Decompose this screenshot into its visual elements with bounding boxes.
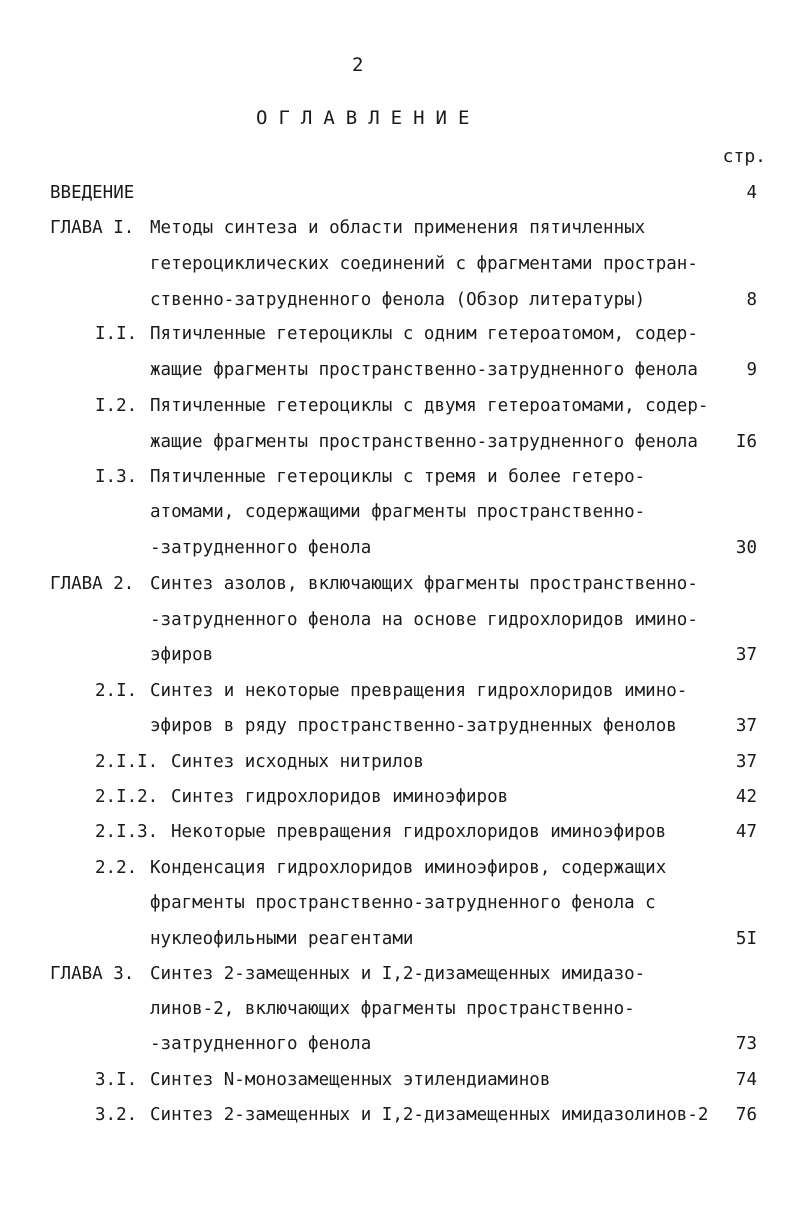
toc-entry-text-line: жащие фрагменты пространственно-затрудненного фенола bbox=[150, 360, 698, 380]
toc-entry-page: 37 bbox=[735, 645, 757, 665]
toc-entry-text-line: Методы синтеза и области применения пятичленных bbox=[150, 218, 646, 238]
toc-entry-text-line: Конденсация гидрохлоридов иминоэфиров, содержащих bbox=[150, 858, 667, 878]
toc-entry-text-line: фрагменты пространственно-затрудненного фенола с bbox=[150, 893, 656, 913]
toc-entry-page: 4 bbox=[746, 183, 757, 203]
toc-entry-number: 2.I. bbox=[95, 681, 138, 701]
toc-entry-text-line: нуклеофильными реагентами bbox=[150, 929, 414, 949]
toc-entry-number: 2.I.I. bbox=[95, 752, 159, 772]
toc-entry-text-line: атомами, содержащими фрагменты пространственно- bbox=[150, 502, 646, 522]
page-column-header: стр. bbox=[722, 146, 766, 167]
toc-entry-text-line: ственно-затрудненного фенола (Обзор литературы) bbox=[150, 290, 646, 310]
toc-entry-page: 74 bbox=[735, 1070, 757, 1090]
toc-entry-page: 47 bbox=[735, 822, 757, 842]
toc-entry-text-line: Синтез и некоторые превращения гидрохлоридов имино- bbox=[150, 681, 688, 701]
page-title: ОГЛАВЛЕНИЕ bbox=[256, 107, 481, 129]
toc-entry-text-line: гетероциклических соединений с фрагментами простран- bbox=[150, 254, 698, 274]
toc-entry-text-line: -затрудненного фенола bbox=[150, 538, 372, 558]
toc-entry-number: 3.I. bbox=[95, 1070, 138, 1090]
toc-entry-text-line: Пятичленные гетероциклы с двумя гетероатомами, содер- bbox=[150, 396, 709, 416]
toc-entry-page: 42 bbox=[735, 787, 757, 807]
toc-entry-number: ГЛАВА I. bbox=[50, 218, 135, 238]
toc-entry-text-line: Синтез 2-замещенных и I,2-дизамещенных имидазолинов-2 bbox=[150, 1105, 709, 1125]
toc-entry-text-line: -затрудненного фенола bbox=[150, 1034, 372, 1054]
toc-entry-page: 76 bbox=[735, 1105, 757, 1125]
toc-entry-page: 30 bbox=[735, 538, 757, 558]
toc-entry-text-line: эфиров в ряду пространственно-затрудненных фенолов bbox=[150, 716, 677, 736]
toc-entry-number: ГЛАВА 3. bbox=[50, 964, 135, 984]
toc-entry-page: 37 bbox=[735, 716, 757, 736]
toc-entry-page: 8 bbox=[746, 290, 757, 310]
toc-entry-text-line: -затрудненного фенола на основе гидрохлоридов имино- bbox=[150, 610, 698, 630]
toc-entry-text-line: жащие фрагменты пространственно-затрудненного фенола bbox=[150, 432, 698, 452]
toc-entry-number: I.I. bbox=[95, 324, 138, 344]
toc-entry-text-line: Некоторые превращения гидрохлоридов иминоэфиров bbox=[171, 822, 667, 842]
toc-entry-number: 3.2. bbox=[95, 1105, 138, 1125]
toc-entry-page: 9 bbox=[746, 360, 757, 380]
toc-entry-text-line: Пятичленные гетероциклы с тремя и более гетеро- bbox=[150, 467, 646, 487]
toc-entry-number: ГЛАВА 2. bbox=[50, 574, 135, 594]
toc-entry-text-line: Синтез исходных нитрилов bbox=[171, 752, 424, 772]
toc-entry-number: I.2. bbox=[95, 396, 138, 416]
toc-entry-number: 2.I.2. bbox=[95, 787, 159, 807]
toc-entry-text-line: Синтез гидрохлоридов иминоэфиров bbox=[171, 787, 509, 807]
toc-entry-number: 2.I.3. bbox=[95, 822, 159, 842]
toc-entry-text-line: ВВЕДЕНИЕ bbox=[50, 183, 135, 203]
toc-entry-text-line: Синтез N-монозамещенных этилендиаминов bbox=[150, 1070, 551, 1090]
toc-entry-page: I6 bbox=[735, 432, 757, 452]
toc-entry-text-line: эфиров bbox=[150, 645, 214, 665]
toc-entry-page: 5I bbox=[735, 929, 757, 949]
toc-entry-text-line: Пятичленные гетероциклы с одним гетероатомом, содер- bbox=[150, 324, 698, 344]
toc-entry-text-line: линов-2, включающих фрагменты пространственно- bbox=[150, 999, 635, 1019]
page-number: 2 bbox=[352, 54, 364, 76]
toc-entry-text-line: Синтез азолов, включающих фрагменты пространственно- bbox=[150, 574, 698, 594]
toc-entry-text-line: Синтез 2-замещенных и I,2-дизамещенных имидазо- bbox=[150, 964, 646, 984]
toc-entry-number: I.3. bbox=[95, 467, 138, 487]
toc-entry-page: 73 bbox=[735, 1034, 757, 1054]
toc-entry-page: 37 bbox=[735, 752, 757, 772]
toc-entry-number: 2.2. bbox=[95, 858, 138, 878]
